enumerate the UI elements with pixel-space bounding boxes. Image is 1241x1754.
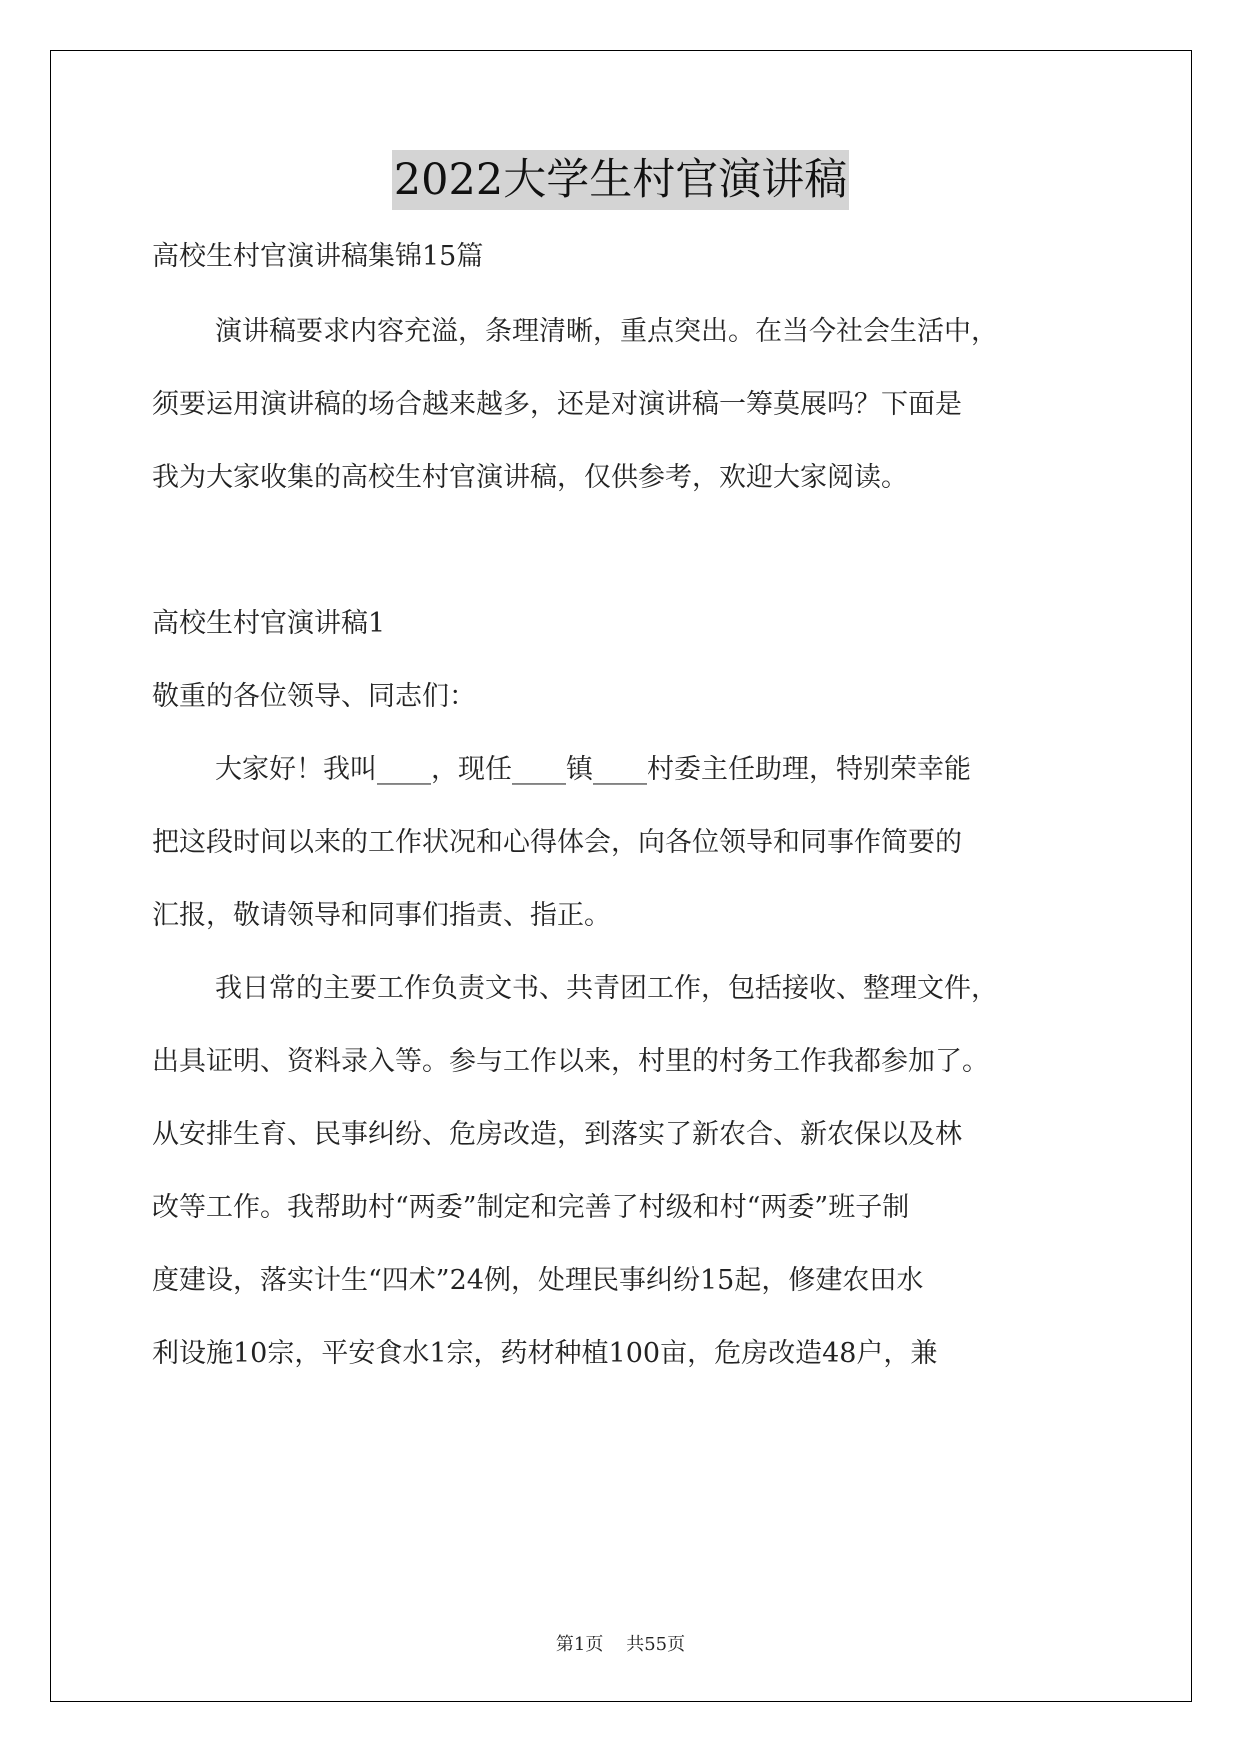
document-subtitle: 高校生村官演讲稿集锦15篇 [152, 241, 484, 272]
section-heading: 高校生村官演讲稿1 [152, 608, 386, 639]
title-container [0, 150, 1241, 210]
intro-line-3: 我为大家收集的高校生村官演讲稿，仅供参考，欢迎大家阅读。 [152, 462, 908, 493]
para2-line-1: 我日常的主要工作负责文书、共青团工作，包括接收、整理文件， [215, 973, 998, 1004]
para2-line-3: 从安排生育、民事纠纷、危房改造，到落实了新农合、新农保以及林 [152, 1119, 962, 1150]
para2-line-5: 度建设，落实计生“四术”24例，处理民事纠纷15起，修建农田水 [152, 1265, 924, 1296]
para1-line-3: 汇报，敬请领导和同事们指责、指正。 [152, 900, 611, 931]
page-number: 第1页 [555, 1634, 604, 1655]
para2-line-2: 出具证明、资料录入等。参与工作以来，村里的村务工作我都参加了。 [152, 1046, 989, 1077]
page-border [50, 50, 1192, 1702]
page-total: 共55页 [626, 1634, 686, 1655]
intro-line-1: 演讲稿要求内容充溢，条理清晰，重点突出。在当今社会生活中， [215, 316, 998, 347]
page-footer [0, 1633, 1241, 1657]
salutation: 敬重的各位领导、同志们： [152, 681, 476, 712]
para1-line-1: 大家好！我叫____，现任____镇____村委主任助理，特别荣幸能 [215, 754, 971, 785]
intro-line-2: 须要运用演讲稿的场合越来越多，还是对演讲稿一筹莫展吗？下面是 [152, 389, 962, 420]
para2-line-6: 利设施10宗，平安食水1宗，药材种植100亩，危房改造48户，兼 [152, 1338, 938, 1369]
document-title: 2022大学生村官演讲稿 [392, 150, 849, 210]
para2-line-4: 改等工作。我帮助村“两委”制定和完善了村级和村“两委”班子制 [152, 1192, 910, 1223]
para1-line-2: 把这段时间以来的工作状况和心得体会，向各位领导和同事作简要的 [152, 827, 962, 858]
